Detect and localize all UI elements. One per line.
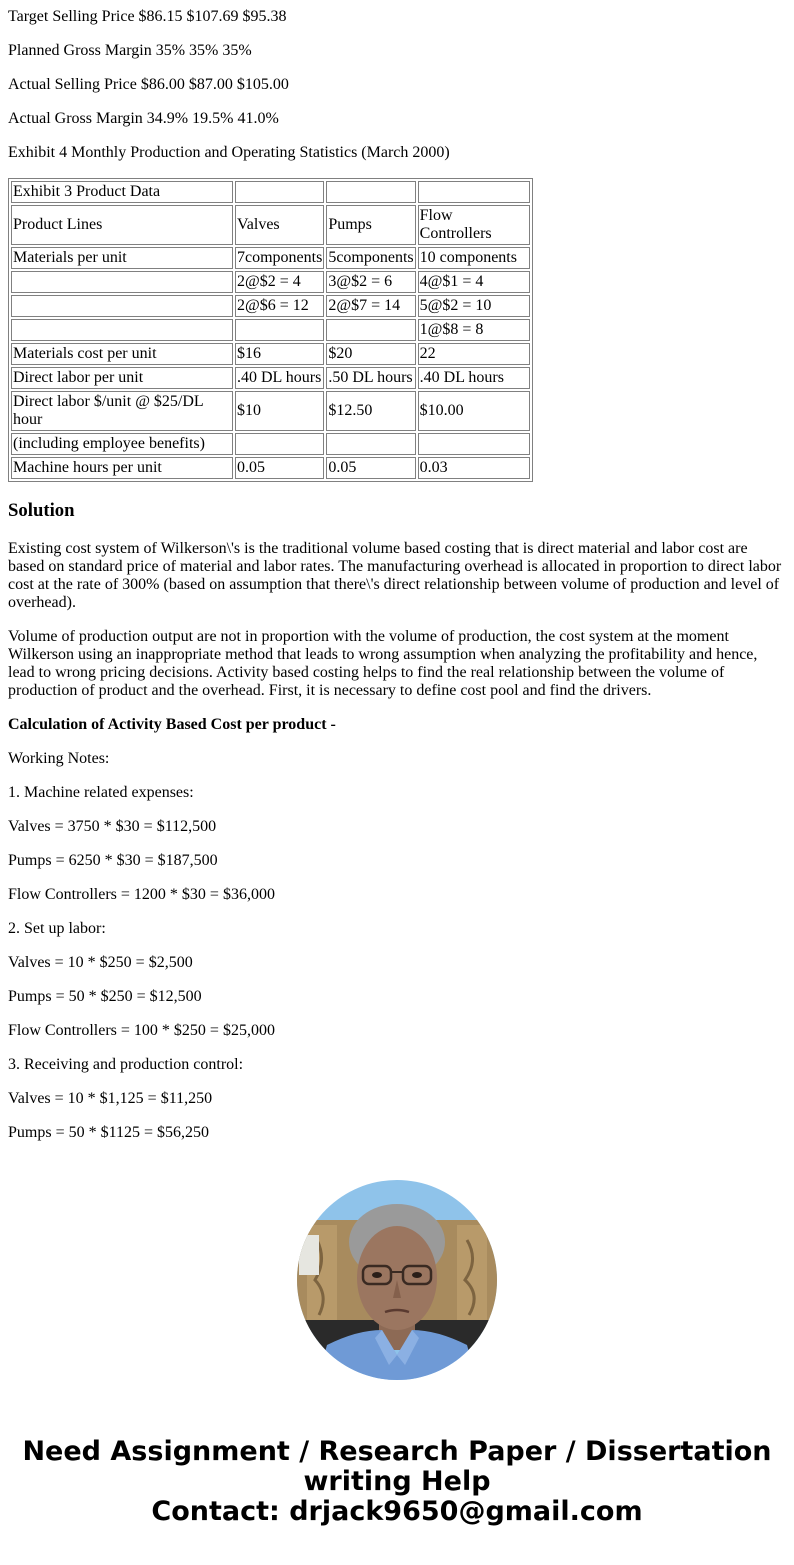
avatar-container bbox=[8, 1180, 786, 1385]
column-header-flow-controllers: Flow Controllers bbox=[418, 205, 530, 245]
row-label: Materials per unit bbox=[11, 247, 233, 269]
working-note-line: Flow Controllers = 1200 * $30 = $36,000 bbox=[8, 886, 275, 903]
table-cell bbox=[235, 181, 324, 203]
table-row bbox=[11, 391, 530, 431]
working-note-line: Pumps = 6250 * $30 = $187,500 bbox=[8, 852, 218, 869]
working-notes-label: Working Notes: bbox=[8, 750, 110, 767]
working-note-line: Valves = 10 * $1,125 = $11,250 bbox=[8, 1090, 213, 1107]
column-header-pumps: Pumps bbox=[326, 205, 415, 245]
table-cell bbox=[235, 319, 324, 341]
table-cell bbox=[326, 433, 415, 455]
table-row bbox=[11, 343, 530, 365]
tutor-portrait-avatar-icon bbox=[297, 1180, 497, 1380]
table-cell: 5@$2 = 10 bbox=[418, 295, 530, 317]
working-note-line: Valves = 10 * $250 = $2,500 bbox=[8, 954, 193, 971]
table-cell: 3@$2 = 6 bbox=[326, 271, 415, 293]
column-header-valves: Valves bbox=[235, 205, 324, 245]
working-note-section-title: 3. Receiving and production control: bbox=[8, 1056, 244, 1073]
table-cell: .40 DL hours bbox=[418, 367, 530, 389]
working-note-line: Pumps = 50 * $1125 = $56,250 bbox=[8, 1124, 210, 1141]
table-cell: 2@$6 = 12 bbox=[235, 295, 324, 317]
row-label: (including employee benefits) bbox=[11, 433, 233, 455]
table-cell: 5components bbox=[326, 247, 415, 269]
table-cell: 0.05 bbox=[235, 457, 324, 479]
table-cell: 0.03 bbox=[418, 457, 530, 479]
table-row bbox=[11, 319, 530, 341]
table-cell: .40 DL hours bbox=[235, 367, 324, 389]
row-label: Direct labor $/unit @ $25/DL hour bbox=[11, 391, 233, 431]
planned-gross-margin-line: Planned Gross Margin 35% 35% 35% bbox=[8, 42, 252, 59]
table-cell: 22 bbox=[418, 343, 530, 365]
table-cell: $20 bbox=[326, 343, 415, 365]
table-cell: 4@$1 = 4 bbox=[418, 271, 530, 293]
table-title-row bbox=[11, 181, 530, 203]
row-label: Direct labor per unit bbox=[11, 367, 233, 389]
row-label bbox=[11, 271, 233, 293]
row-label: Materials cost per unit bbox=[11, 343, 233, 365]
table-cell: .50 DL hours bbox=[326, 367, 415, 389]
calculation-heading-text: Calculation of Activity Based Cost per product - bbox=[8, 716, 336, 733]
solution-paragraph: Volume of production output are not in proportion with the volume of production, the cost system at the moment Wilkerson using an inappropriate method that leads to wrong assumption when analyzing the profitability and hence, lead to wrong pricing decisions. Activity based costing helps to find the real relationship between the volume of production of product and the overhead. First, it is necessary to define cost pool and find the drivers. bbox=[8, 628, 758, 699]
table-row bbox=[11, 271, 530, 293]
row-label bbox=[11, 295, 233, 317]
table-cell: 10 components bbox=[418, 247, 530, 269]
table-cell: $16 bbox=[235, 343, 324, 365]
table-row bbox=[11, 247, 530, 269]
working-note-line: Pumps = 50 * $250 = $12,500 bbox=[8, 988, 202, 1005]
exhibit4-caption: Exhibit 4 Monthly Production and Operating Statistics (March 2000) bbox=[8, 144, 450, 161]
actual-selling-price-line: Actual Selling Price $86.00 $87.00 $105.00 bbox=[8, 76, 289, 93]
table-cell: 7components bbox=[235, 247, 324, 269]
promo-footer bbox=[8, 1437, 786, 1557]
row-label bbox=[11, 319, 233, 341]
table-cell: 2@$2 = 4 bbox=[235, 271, 324, 293]
working-note-section-title: 2. Set up labor: bbox=[8, 920, 106, 937]
table-cell bbox=[326, 319, 415, 341]
table-cell: 0.05 bbox=[326, 457, 415, 479]
promo-contact: Contact: drjack9650@gmail.com bbox=[151, 1496, 643, 1527]
calculation-heading bbox=[8, 716, 786, 734]
table-cell bbox=[326, 181, 415, 203]
table-header-row bbox=[11, 205, 530, 245]
working-note-line: Flow Controllers = 100 * $250 = $25,000 bbox=[8, 1022, 275, 1039]
table-cell: 1@$8 = 8 bbox=[418, 319, 530, 341]
exhibit3-product-data-table bbox=[8, 178, 533, 482]
solution-heading: Solution bbox=[8, 500, 75, 521]
working-note-section-title: 1. Machine related expenses: bbox=[8, 784, 194, 801]
table-row bbox=[11, 457, 530, 479]
table-cell: $10 bbox=[235, 391, 324, 431]
table-cell: $12.50 bbox=[326, 391, 415, 431]
table-cell: 2@$7 = 14 bbox=[326, 295, 415, 317]
actual-gross-margin-line: Actual Gross Margin 34.9% 19.5% 41.0% bbox=[8, 110, 279, 127]
solution-paragraph: Existing cost system of Wilkerson\'s is the traditional volume based costing that is direct material and labor cost are based on standard price of material and labor rates. The manufacturing overhead is allocated in proportion to direct labor cost at the rate of 300% (based on assumption that there\'s direct relationship between volume of production and level of overhead). bbox=[8, 540, 782, 611]
table-cell: $10.00 bbox=[418, 391, 530, 431]
table-row bbox=[11, 367, 530, 389]
promo-headline: Need Assignment / Research Paper / Dissertation writing Help bbox=[22, 1436, 772, 1497]
table-cell bbox=[418, 181, 530, 203]
table-row bbox=[11, 295, 530, 317]
target-selling-price-line: Target Selling Price $86.15 $107.69 $95.38 bbox=[8, 8, 287, 25]
row-label: Machine hours per unit bbox=[11, 457, 233, 479]
column-header-product-lines: Product Lines bbox=[11, 205, 233, 245]
working-note-line: Valves = 3750 * $30 = $112,500 bbox=[8, 818, 217, 835]
table-title-cell: Exhibit 3 Product Data bbox=[11, 181, 233, 203]
table-cell bbox=[235, 433, 324, 455]
table-row bbox=[11, 433, 530, 455]
table-cell bbox=[418, 433, 530, 455]
